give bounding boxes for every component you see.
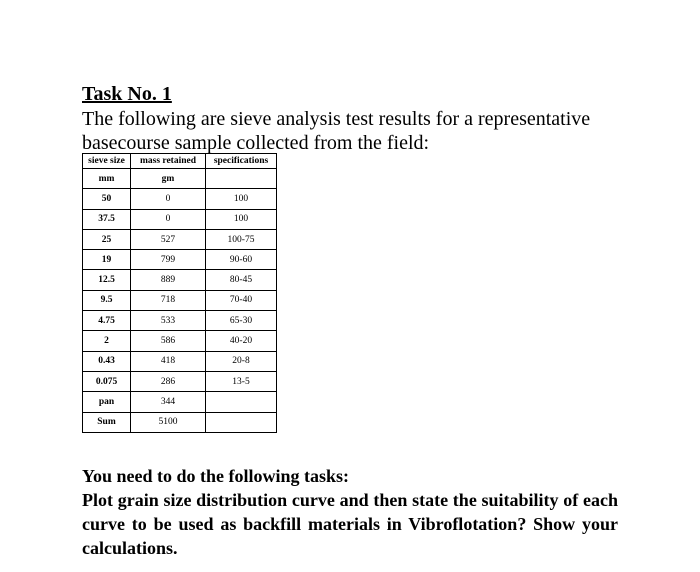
cell-sieve-size: 25 bbox=[83, 229, 131, 249]
cell-sieve-size: 2 bbox=[83, 331, 131, 351]
cell-specification: 40-20 bbox=[206, 331, 277, 351]
cell-mass-retained: 344 bbox=[131, 392, 206, 412]
table-row bbox=[83, 351, 277, 371]
table-row bbox=[83, 311, 277, 331]
table-row bbox=[83, 209, 277, 229]
cell-sieve-size: 4.75 bbox=[83, 311, 131, 331]
cell-mass-retained: 0 bbox=[131, 209, 206, 229]
unit-mass-retained: gm bbox=[131, 169, 206, 189]
cell-sieve-size: 50 bbox=[83, 189, 131, 209]
table-row bbox=[83, 229, 277, 249]
cell-mass-retained: 286 bbox=[131, 371, 206, 391]
cell-sieve-size: 19 bbox=[83, 250, 131, 270]
cell-mass-retained: 889 bbox=[131, 270, 206, 290]
cell-sieve-size: Sum bbox=[83, 412, 131, 432]
cell-mass-retained: 799 bbox=[131, 250, 206, 270]
cell-mass-retained: 527 bbox=[131, 229, 206, 249]
cell-mass-retained: 418 bbox=[131, 351, 206, 371]
cell-sieve-size: 0.43 bbox=[83, 351, 131, 371]
cell-sieve-size: 0.075 bbox=[83, 371, 131, 391]
unit-sieve-size: mm bbox=[83, 169, 131, 189]
cell-specification: 80-45 bbox=[206, 270, 277, 290]
task-title: Task No. 1 bbox=[82, 83, 172, 105]
cell-specification: 13-5 bbox=[206, 371, 277, 391]
cell-specification: 100 bbox=[206, 209, 277, 229]
tasks-instructions: Plot grain size distribution curve and then state the suitability of each curve to be used as backfill materials in Vibroflotation? Show your calculations. bbox=[82, 490, 618, 558]
cell-specification: 100 bbox=[206, 189, 277, 209]
table-row bbox=[83, 371, 277, 391]
cell-mass-retained: 586 bbox=[131, 331, 206, 351]
table-units-row bbox=[83, 169, 277, 189]
task-intro: The following are sieve analysis test results for a representative basecourse sample collected from the field: bbox=[82, 108, 591, 154]
table-row bbox=[83, 392, 277, 412]
cell-mass-retained: 0 bbox=[131, 189, 206, 209]
table-row bbox=[83, 189, 277, 209]
cell-sieve-size: 37.5 bbox=[83, 209, 131, 229]
table-row bbox=[83, 290, 277, 310]
cell-specification: 70-40 bbox=[206, 290, 277, 310]
cell-specification: 90-60 bbox=[206, 250, 277, 270]
cell-specification bbox=[206, 412, 277, 432]
tasks-heading: You need to do the following tasks: bbox=[82, 466, 350, 486]
cell-specification bbox=[206, 392, 277, 412]
table-row bbox=[83, 331, 277, 351]
header-sieve-size: sieve size bbox=[83, 154, 131, 169]
sieve-analysis-table bbox=[82, 153, 277, 433]
cell-sieve-size: 12.5 bbox=[83, 270, 131, 290]
header-mass-retained: mass retained bbox=[131, 154, 206, 169]
header-specifications: specifications bbox=[206, 154, 277, 169]
table-row bbox=[83, 250, 277, 270]
cell-mass-retained: 718 bbox=[131, 290, 206, 310]
table-header-row bbox=[83, 154, 277, 169]
unit-specifications bbox=[206, 169, 277, 189]
cell-specification: 65-30 bbox=[206, 311, 277, 331]
cell-mass-total: 5100 bbox=[131, 412, 206, 432]
cell-sieve-size: pan bbox=[83, 392, 131, 412]
cell-mass-retained: 533 bbox=[131, 311, 206, 331]
table-sum-row bbox=[83, 412, 277, 432]
cell-specification: 20-8 bbox=[206, 351, 277, 371]
cell-specification: 100-75 bbox=[206, 229, 277, 249]
cell-sieve-size: 9.5 bbox=[83, 290, 131, 310]
table-row bbox=[83, 270, 277, 290]
